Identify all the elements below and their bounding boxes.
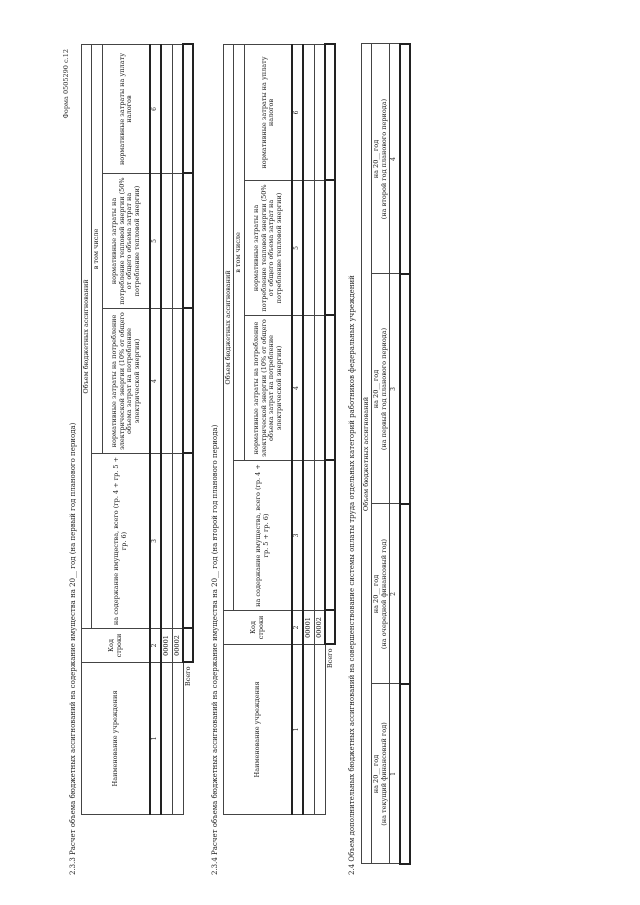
col-number: 6 [150,44,161,173]
row-code: 00002 [172,629,183,663]
table-row [172,44,183,814]
header-year-plan-2 [372,44,390,274]
header-including: в том числе [92,44,102,453]
year-note: (на второй год планового периода) [379,98,388,220]
year-note: (на очередной финансовый год) [379,538,388,650]
section-2-3-3-table [81,43,194,815]
section-2-4-table [361,43,411,865]
table-row [303,44,314,814]
header-volume: Объем бюджетных ассигнований [224,44,234,610]
table-row [161,44,172,814]
col-number: 6 [292,44,303,180]
form-code: Форма 0505290 с.12 [62,49,70,119]
col-number: 3 [292,461,303,611]
header-total: на содержание имущества, всего (гр. 4 + гр. 5 + гр. 6) [92,454,150,629]
col-number: 5 [292,181,303,316]
col-number: 3 [150,454,161,629]
header-institution: Наименование учреждения [224,645,293,815]
table-row [400,44,410,864]
col-number: 1 [390,684,400,864]
header-volume: Объем бюджетных ассигнований [362,44,372,864]
rotated-form-page [62,45,398,875]
header-year-plan-1 [372,274,390,504]
header-institution: Наименование учреждения [82,663,151,815]
year-note: (на текущий финансовый год) [379,722,388,826]
table-row [314,44,325,814]
year-note: (на первый год планового периода) [379,327,388,451]
header-taxes: нормативные затраты на уплату налогов [102,44,150,173]
row-code: 00002 [314,611,325,645]
header-code: Код строки [82,629,151,663]
header-code: Код строки [224,611,293,645]
header-heat: нормативные затраты на потребление тепловой энергии (50% от общего объема затрат на потребление тепловой энергии) [102,174,150,309]
header-heat: нормативные затраты на потребление тепловой энергии (50% от общего объема затрат на потребление тепловой энергии) [244,181,292,316]
header-volume: Объем бюджетных ассигнований [82,44,92,628]
year-label: на 20__ год [372,574,381,614]
col-number: 2 [292,611,303,645]
header-electricity: нормативные затраты на потребление электрической энергии (10% от общего объема затрат на потребление электрической энергии) [102,309,150,454]
total-label: Всего [183,666,192,687]
section-2-3-3-title: 2.3.3 Расчет объема бюджетных ассигнований на содержание имущества на 20__ год (на первый год планового периода) [69,422,77,875]
header-including: в том числе [234,44,244,460]
section-2-4-title: 2.4 Объем дополнительных бюджетных ассигнований на совершенствование системы оплаты труда отдельных категорий работников федеральных учреждений [348,275,356,875]
section-2-3-4-title: 2.3.4 Расчет объема бюджетных ассигнований на содержание имущества на 20__ год (на второй год планового периода) [211,424,219,875]
row-code: 00001 [303,611,314,645]
col-number: 2 [390,504,400,684]
col-number: 4 [292,316,303,461]
total-label: Всего [325,648,334,669]
header-electricity: нормативные затраты на потребление электрической энергии (10% от общего объема затрат на потребление электрической энергии) [244,316,292,461]
col-number: 5 [150,174,161,309]
year-label: на 20__ год [372,754,381,794]
header-year-next [372,504,390,684]
col-number: 3 [390,274,400,504]
header-year-current [372,684,390,864]
header-taxes: нормативные затраты на уплату налогов [244,44,292,180]
year-label: на 20__ год [372,369,381,409]
col-number: 4 [390,44,400,274]
row-code: 00001 [161,629,172,663]
header-total: на содержание имущества, всего (гр. 4 + гр. 5 + гр. 6) [234,461,292,611]
section-2-3-4-table [223,43,336,815]
year-label: на 20__ год [372,139,381,179]
col-number: 1 [150,663,161,815]
col-number: 1 [292,645,303,815]
col-number: 4 [150,309,161,454]
col-number: 2 [150,629,161,663]
